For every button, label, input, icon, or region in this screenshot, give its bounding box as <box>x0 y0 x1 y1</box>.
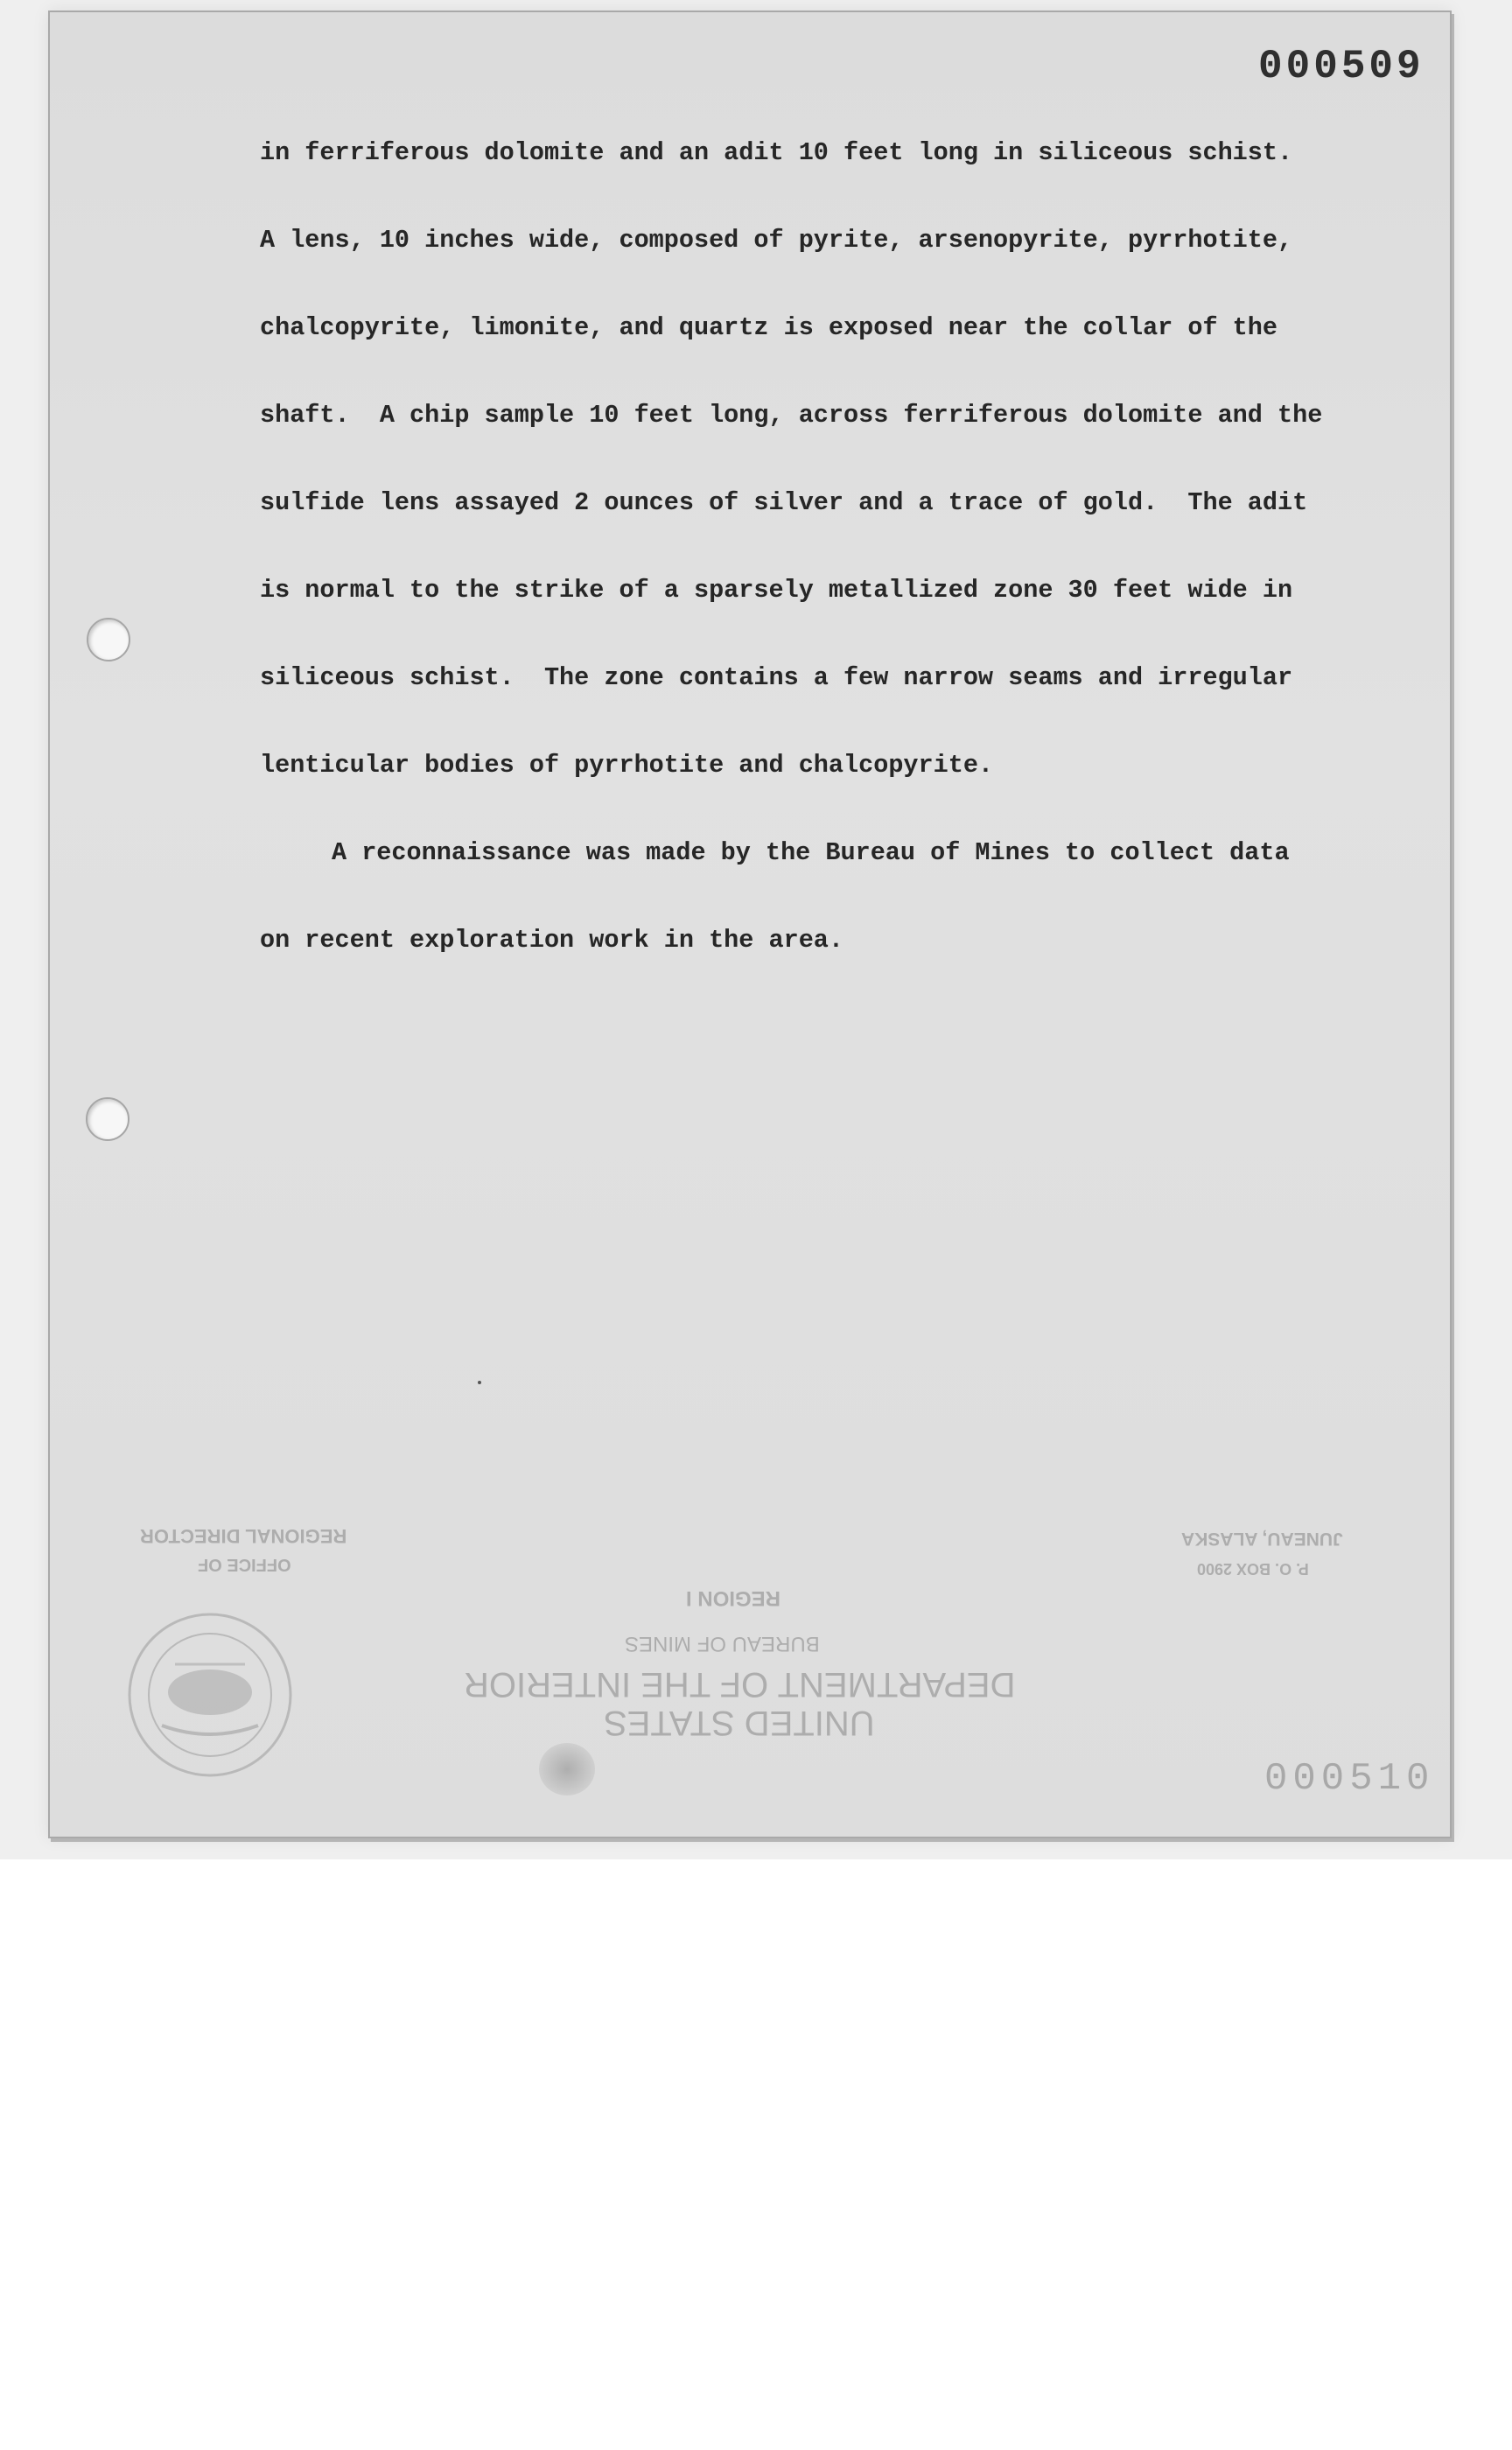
bleed-po-box: P. O. BOX 2900 <box>1197 1560 1309 1578</box>
next-page-number-bleed: 000510 <box>1264 1757 1435 1801</box>
text-line: shaft. A chip sample 10 feet long, across ferriferous dolomite and the <box>260 401 1323 430</box>
bleed-juneau-alaska: JUNEAU, ALASKA <box>1181 1529 1343 1549</box>
paragraph-start-line: A reconnaissance was made by the Bureau of Mines to collect data <box>332 838 1290 867</box>
text-line: siliceous schist. The zone contains a few narrow seams and irregular <box>260 663 1293 692</box>
text-line: A lens, 10 inches wide, composed of pyrite, arsenopyrite, pyrrhotite, <box>260 226 1293 255</box>
bleed-office-of: OFFICE OF <box>198 1555 291 1574</box>
punch-hole-top <box>87 618 130 662</box>
page-number: 000509 <box>1258 44 1424 89</box>
department-seal-bleed <box>127 1612 293 1778</box>
bleed-bureau: BUREAU OF MINES <box>625 1632 820 1656</box>
text-line: on recent exploration work in the area. <box>260 926 844 955</box>
bleed-region: REGION I <box>686 1586 781 1610</box>
text-line: sulfide lens assayed 2 ounces of silver and a trace of gold. The adit <box>260 488 1308 517</box>
text-line: lenticular bodies of pyrrhotite and chalcopyrite. <box>260 751 994 780</box>
text-line: chalcopyrite, limonite, and quartz is exposed near the collar of the <box>260 313 1278 342</box>
bleed-united-states: UNITED STATES <box>604 1704 875 1742</box>
bleed-department: DEPARTMENT OF THE INTERIOR <box>464 1665 1016 1704</box>
punch-hole-bottom <box>86 1097 130 1141</box>
text-line: is normal to the strike of a sparsely metallized zone 30 feet wide in <box>260 576 1293 605</box>
scan-smudge <box>539 1743 595 1796</box>
ink-speck <box>478 1381 481 1384</box>
bleed-regional-director: REGIONAL DIRECTOR <box>140 1525 347 1547</box>
text-line: in ferriferous dolomite and an adit 10 feet long in siliceous schist. <box>260 138 1293 167</box>
